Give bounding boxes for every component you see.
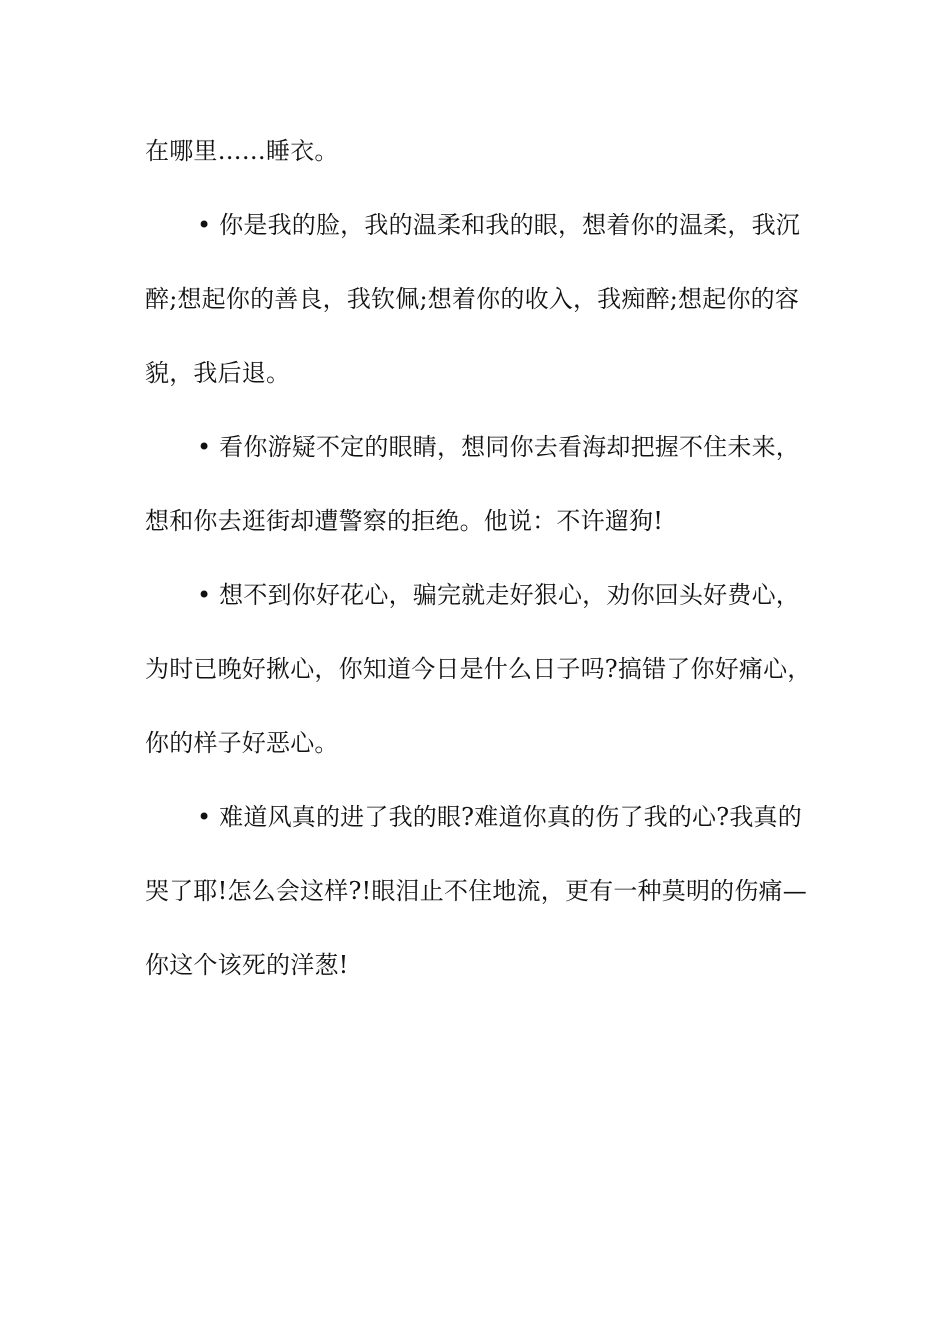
bullet-paragraph-3-line-3: 你的样子好恶心。 — [145, 729, 339, 757]
bullet-paragraph-2-line-2: 想和你去逛街却遭警察的拒绝。他说：不许遛狗! — [145, 507, 664, 535]
bullet-paragraph-3-line-1: • 想不到你好花心，骗完就走好狠心，劝你回头好费心， — [197, 581, 800, 609]
text-line-1: 在哪里……睡衣。 — [145, 137, 339, 165]
bullet-paragraph-3-line-2: 为时已晚好揪心，你知道今日是什么日子吗?搞错了你好痛心， — [145, 655, 812, 683]
bullet-paragraph-2-line-1: • 看你游疑不定的眼睛，想同你去看海却把握不住未来， — [197, 433, 800, 461]
bullet-paragraph-1-line-3: 貌，我后退。 — [145, 359, 291, 387]
bullet-paragraph-4-line-1: • 难道风真的进了我的眼?难道你真的伤了我的心?我真的 — [197, 803, 802, 831]
bullet-paragraph-4-line-3: 你这个该死的洋葱! — [145, 951, 349, 979]
bullet-paragraph-1-line-1: • 你是我的脸，我的温柔和我的眼，想着你的温柔，我沉 — [197, 211, 800, 239]
bullet-paragraph-1-line-2: 醉;想起你的善良，我钦佩;想着你的收入，我痴醉;想起你的容 — [145, 285, 800, 313]
bullet-paragraph-4-line-2: 哭了耶!怎么会这样?!眼泪止不住地流，更有一种莫明的伤痛— — [145, 877, 807, 905]
